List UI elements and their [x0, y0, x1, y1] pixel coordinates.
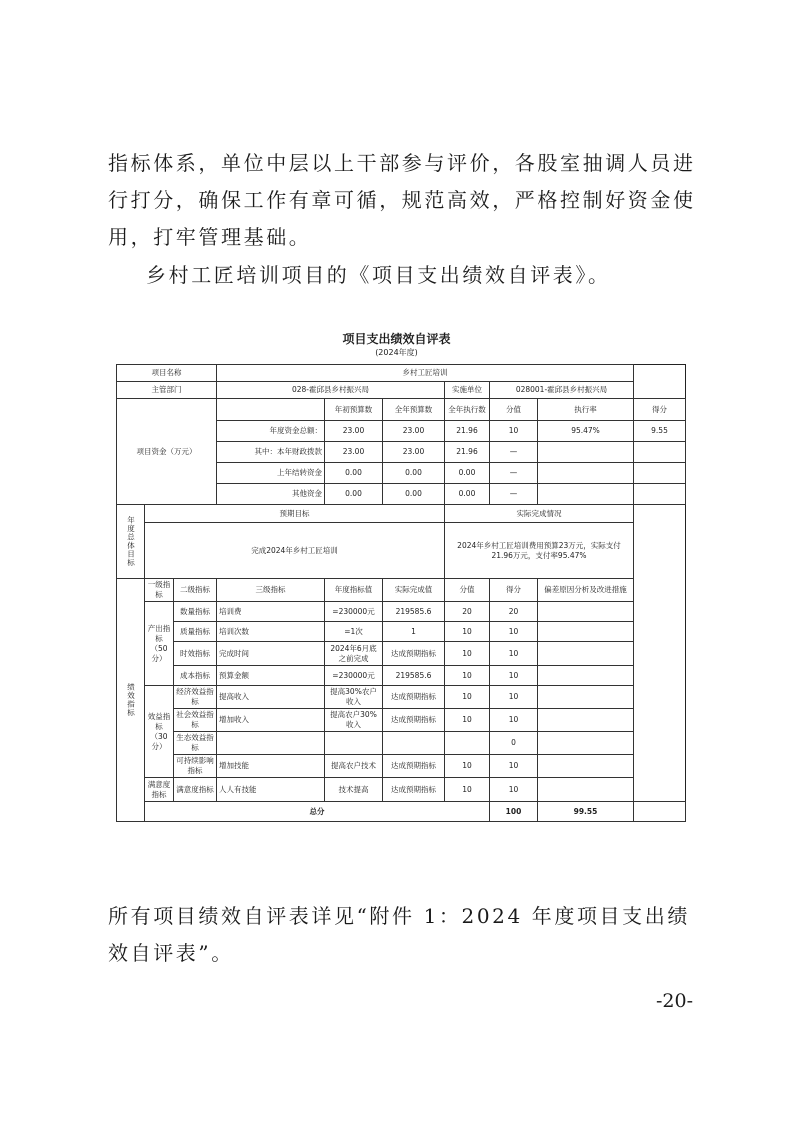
l2-indicator: 生态效益指标: [174, 732, 217, 755]
perf-label-text: 绩效指标: [126, 683, 136, 717]
l3-indicator: 人人有技能: [217, 778, 325, 802]
fund-cell: 0.00: [445, 463, 490, 484]
project-name-value: 乡村工匠培训: [217, 365, 634, 382]
deviation-cell: [538, 622, 634, 642]
target-value: 2024年6月底之前完成: [325, 642, 383, 666]
fund-cell: [538, 463, 634, 484]
fund-cell: 23.00: [325, 442, 383, 463]
page-number: -20-: [655, 990, 693, 1012]
actual-value: 达成预期指标: [383, 755, 445, 778]
target-value: =1次: [325, 622, 383, 642]
got-value: 10: [490, 778, 538, 802]
actual-value: 219585.6: [383, 602, 445, 622]
score-value: 10: [445, 709, 490, 732]
deviation-cell: [538, 778, 634, 802]
fund-header: 得分: [634, 399, 686, 421]
fund-cell: [538, 442, 634, 463]
l3-indicator: 增加技能: [217, 755, 325, 778]
total-got: 99.55: [538, 802, 634, 822]
l3-indicator: 完成时间: [217, 642, 325, 666]
actual-value: 219585.6: [383, 666, 445, 686]
fund-cell: 95.47%: [538, 421, 634, 442]
benefit-label: 效益指标（30分）: [145, 686, 174, 778]
fund-label: 项目资金（万元）: [117, 399, 217, 505]
project-name-label: 项目名称: [117, 365, 217, 382]
goal-actual-label: 实际完成情况: [445, 505, 634, 523]
fund-row-name: 其他资金: [217, 484, 325, 505]
score-value: 10: [445, 686, 490, 709]
fund-cell: [634, 484, 686, 505]
fund-cell: 0.00: [383, 484, 445, 505]
score-value: 10: [445, 622, 490, 642]
table-row: [117, 755, 686, 778]
l2-indicator: 时效指标: [174, 642, 217, 666]
score-value: 10: [445, 666, 490, 686]
l3-indicator: 培训费: [217, 602, 325, 622]
deviation-cell: [538, 666, 634, 686]
l2-indicator: 成本指标: [174, 666, 217, 686]
fund-header-blank: [217, 399, 325, 421]
output-label: 产出指标（50分）: [145, 602, 174, 686]
indicator-header: 三级指标: [217, 579, 325, 602]
fund-cell: 0.00: [325, 463, 383, 484]
got-value: 10: [490, 709, 538, 732]
paragraph-3: 所有项目绩效自评表详见“附件 1：2024 年度项目支出绩效自评表”。: [108, 904, 690, 965]
l3-indicator: [217, 732, 325, 755]
deviation-cell: [538, 642, 634, 666]
deviation-cell: [634, 802, 686, 822]
actual-value: 1: [383, 622, 445, 642]
got-value: 0: [490, 732, 538, 755]
goal-actual-value: 2024年乡村工匠培训费用预算23万元，实际支付21.96万元，支付率95.47%: [445, 523, 634, 579]
deviation-cell: [538, 755, 634, 778]
deviation-cell: [538, 732, 634, 755]
fund-cell: 10: [490, 421, 538, 442]
fund-cell: —: [490, 463, 538, 484]
fund-cell: [538, 484, 634, 505]
table-subtitle: (2024年度): [375, 348, 418, 357]
got-value: 10: [490, 686, 538, 709]
table-row: [117, 399, 686, 421]
paragraph-1: 指标体系，单位中层以上干部参与评价，各股室抽调人员进行打分，确保工作有章可循，规范高效，严格控制好资金使用，打牢管理基础。: [108, 151, 696, 249]
goal-label-text: 年度总体目标: [126, 516, 136, 567]
dept-value: 028-霍邱县乡村振兴局: [217, 382, 445, 399]
fund-row-name: 年度资金总额：: [217, 421, 325, 442]
actual-value: 达成预期指标: [383, 642, 445, 666]
table-row: [117, 709, 686, 732]
fund-header: 分值: [490, 399, 538, 421]
got-value: 20: [490, 602, 538, 622]
score-value: 10: [445, 778, 490, 802]
l2-indicator: 数量指标: [174, 602, 217, 622]
fund-cell: [634, 442, 686, 463]
fund-header: 年初预算数: [325, 399, 383, 421]
l3-indicator: 培训次数: [217, 622, 325, 642]
table-title: 项目支出绩效自评表: [342, 332, 451, 346]
table-row: [117, 686, 686, 709]
l3-indicator: 预算金额: [217, 666, 325, 686]
fund-header: 全年预算数: [383, 399, 445, 421]
fund-cell: 23.00: [383, 442, 445, 463]
fund-cell: 0.00: [383, 463, 445, 484]
l2-indicator: 可持续影响指标: [174, 755, 217, 778]
actual-value: [383, 732, 445, 755]
fund-cell: 23.00: [383, 421, 445, 442]
actual-value: 达成预期指标: [383, 709, 445, 732]
total-label: 总分: [145, 802, 490, 822]
fund-header: 全年执行数: [445, 399, 490, 421]
fund-cell: 9.55: [634, 421, 686, 442]
target-value: 提高农户30%收入: [325, 709, 383, 732]
goal-expected-value: 完成2024年乡村工匠培训: [145, 523, 445, 579]
score-value: 10: [445, 642, 490, 666]
got-value: 10: [490, 622, 538, 642]
target-value: =230000元: [325, 666, 383, 686]
actual-value: 达成预期指标: [383, 686, 445, 709]
fund-cell: [634, 463, 686, 484]
deviation-cell: [538, 709, 634, 732]
deviation-cell: [538, 602, 634, 622]
l2-indicator: 质量指标: [174, 622, 217, 642]
table-row: [117, 732, 686, 755]
indicator-header: 得分: [490, 579, 538, 602]
got-value: 10: [490, 642, 538, 666]
goal-expected-label: 预期目标: [145, 505, 445, 523]
fund-cell: 21.96: [445, 421, 490, 442]
indicator-header: 年度指标值: [325, 579, 383, 602]
fund-row-name: 其中：本年财政拨款: [217, 442, 325, 463]
impl-value: 028001-霍邱县乡村振兴局: [490, 382, 634, 399]
total-score: 100: [490, 802, 538, 822]
table-row: [117, 642, 686, 666]
score-value: 20: [445, 602, 490, 622]
table-row: [117, 365, 686, 382]
table-row: [117, 778, 686, 802]
fund-cell: 23.00: [325, 421, 383, 442]
l3-indicator: 增加收入: [217, 709, 325, 732]
indicator-header: 二级指标: [174, 579, 217, 602]
table-row: [117, 622, 686, 642]
satisfaction-label: 满意度指标: [145, 778, 174, 802]
l2-indicator: 满意度指标: [174, 778, 217, 802]
table-row: [117, 666, 686, 686]
got-value: 10: [490, 755, 538, 778]
score-value: 10: [445, 755, 490, 778]
score-value: [445, 732, 490, 755]
indicator-header: 分值: [445, 579, 490, 602]
impl-label: 实施单位: [445, 382, 490, 399]
table-row: [117, 505, 686, 523]
indicator-header: 实际完成值: [383, 579, 445, 602]
got-value: 10: [490, 666, 538, 686]
table-row: [117, 382, 686, 399]
fund-cell: —: [490, 442, 538, 463]
goal-label: [117, 505, 145, 579]
fund-header: 执行率: [538, 399, 634, 421]
indicator-header: 一级指标: [145, 579, 174, 602]
table-row: [117, 802, 686, 822]
paragraph-2: 乡村工匠培训项目的《项目支出绩效自评表》。: [146, 263, 611, 287]
target-value: 技术提高: [325, 778, 383, 802]
fund-cell: —: [490, 484, 538, 505]
table-row: [117, 523, 686, 579]
performance-evaluation-table: [116, 364, 686, 822]
actual-value: 达成预期指标: [383, 778, 445, 802]
fund-cell: 21.96: [445, 442, 490, 463]
dept-label: 主管部门: [117, 382, 217, 399]
deviation-cell: [538, 686, 634, 709]
table-row: [117, 579, 686, 602]
target-value: 提高30%农户收入: [325, 686, 383, 709]
fund-cell: 0.00: [445, 484, 490, 505]
target-value: [325, 732, 383, 755]
l2-indicator: 经济效益指标: [174, 686, 217, 709]
fund-cell: 0.00: [325, 484, 383, 505]
perf-label: [117, 579, 145, 822]
l3-indicator: 提高收入: [217, 686, 325, 709]
table-row: [117, 602, 686, 622]
l2-indicator: 社会效益指标: [174, 709, 217, 732]
indicator-header: 偏差原因分析及改进措施: [538, 579, 634, 602]
fund-row-name: 上年结转资金: [217, 463, 325, 484]
target-value: 提高农户技术: [325, 755, 383, 778]
target-value: =230000元: [325, 602, 383, 622]
